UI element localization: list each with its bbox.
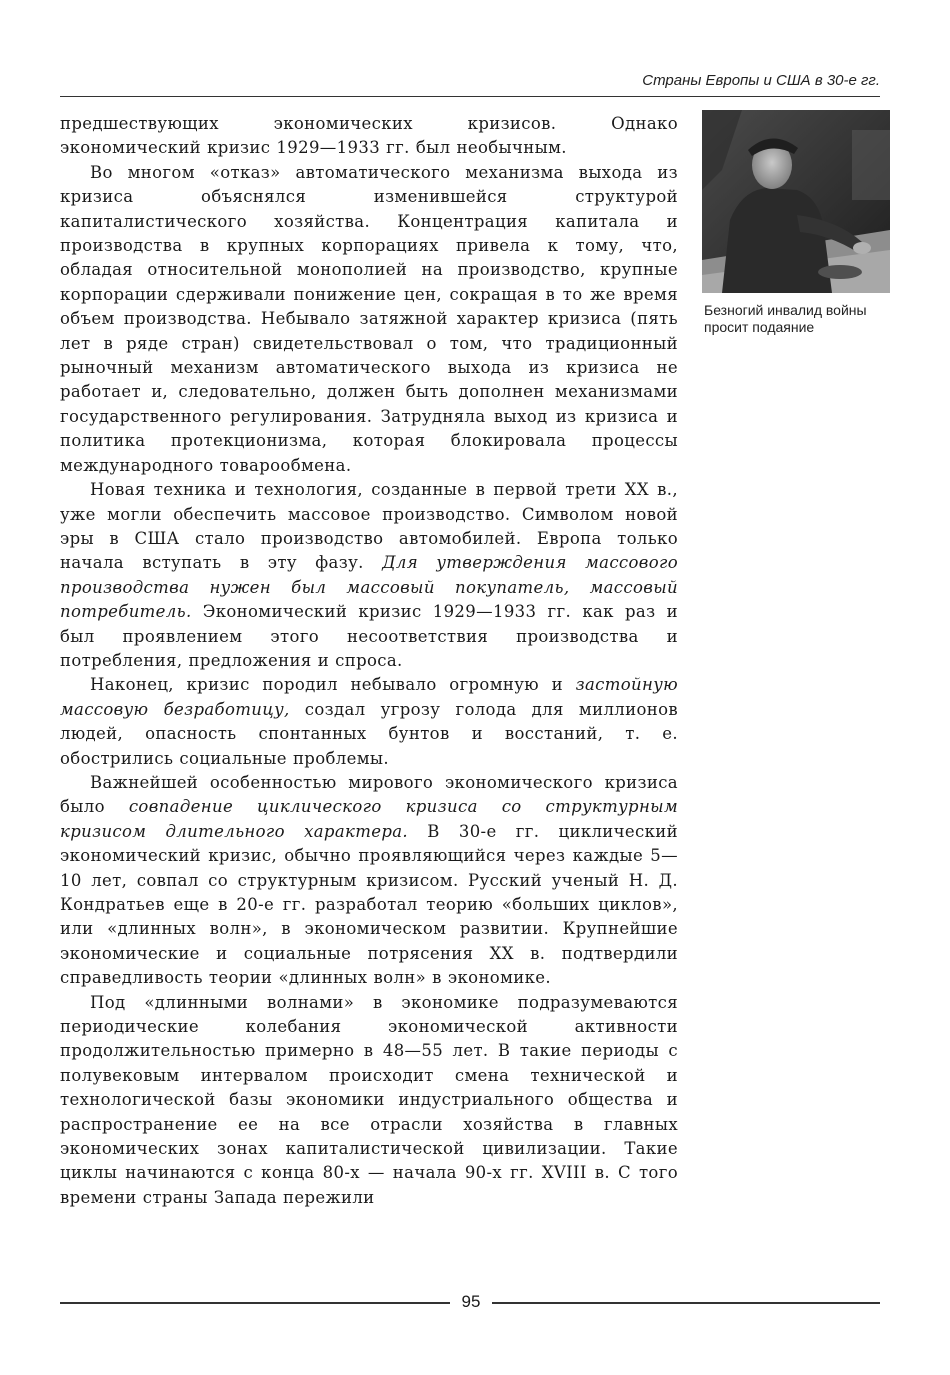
paragraph-3-text-a: Новая техника и технология, созданные в первой трети XX в., уже могли обеспечить массовое производство. Символом новой эры в США стало производство автомобилей. Европа только начала вступать в эту фазу.: [60, 480, 678, 573]
header-rule: [60, 96, 880, 97]
paragraph-3: [60, 478, 678, 673]
paragraph-4-text-a: Наконец, кризис породил небывало огромную и: [90, 675, 576, 695]
paragraph-3-text-b: Экономический кризис 1929—1933 гг. как раз и был проявлением этого несоответствия производства и потребления, предложения и спроса.: [60, 602, 678, 670]
paragraph-5-text-b: В 30-е гг. циклический экономический кризис, обычно проявляющийся через каждые 5—10 лет, совпал со структурным кризисом. Русский ученый Н. Д. Кондратьев еще в 20-е гг. разработал теорию «больших циклов», или «длинных волн», в экономическом развитии. Крупнейшие экономические и социальные потрясения XX в. подтвердили справедливость теории «длинных волн» в экономике.: [60, 821, 678, 988]
paragraph-3-emphasis: Для утверждения массового производства нужен был массовый покупатель, массовый потребитель.: [60, 553, 679, 622]
paragraph-4-emphasis: застойную массовую безработицу,: [60, 675, 678, 719]
footer-rule-left: [60, 1302, 450, 1304]
paragraph-1: предшествующих экономических кризисов. Однако экономический кризис 1929—1933 гг. был необычным.: [60, 114, 678, 158]
paragraph-2: Во многом «отказ» автоматического механизма выхода из кризиса объяснялся изменившейся структурой капиталистического хозяйства. Концентрация капитала и производства в крупных корпорациях привела к тому, что, обладая относительной монополией на производство, крупные корпорации сдерживали понижение цен, сокращая в то же время объем производства. Небывало затяжной характер кризиса (пять лет в ряде стран) свидетельствовал о том, что традиционный рыночный механизм автоматического выхода из кризиса не работает и, следовательно, должен быть дополнен механизмами государственного регулирования. Затрудняла выход из кризиса и политика протекционизма, которая блокировала процессы международного товарообмена.: [60, 162, 678, 475]
paragraph-5-text-a: Важнейшей особенностью мирового экономического кризиса было: [60, 772, 678, 817]
photo-caption: Безногий инвалид войны просит подаяние: [704, 302, 867, 335]
paragraph-4: [60, 673, 678, 771]
paragraph-5: [60, 771, 678, 991]
paragraph-6: Под «длинными волнами» в экономике подразумеваются периодические колебания экономической активности продолжительностью примерно в 48—55 лет. В такие периоды с полувековым интервалом происходит смена технической и технологической базы экономики индустриального общества и распространение ее на все отрасли хозяйства в главных экономических зонах капиталистической цивилизации. Такие циклы начинаются с конца 80-х — начала 90-х гг. XVIII в. С того времени страны Запада пережили: [60, 992, 678, 1207]
running-head: Страны Европы и США в 30-е гг.: [642, 72, 880, 89]
main-text: [60, 112, 678, 1210]
paragraph-5-emphasis: совпадение циклического кризиса со структурным кризисом длительного характера.: [60, 797, 678, 841]
page-footer: [60, 1288, 880, 1318]
page-number: 95: [461, 1292, 481, 1311]
paragraph-4-text-b: создал угрозу голода для миллионов людей, опасность спонтанных бунтов и восстаний, т. е. обострились социальные проблемы.: [60, 699, 679, 768]
footer-rule-right: [492, 1302, 880, 1304]
photo-disabled-veteran: [702, 110, 890, 293]
